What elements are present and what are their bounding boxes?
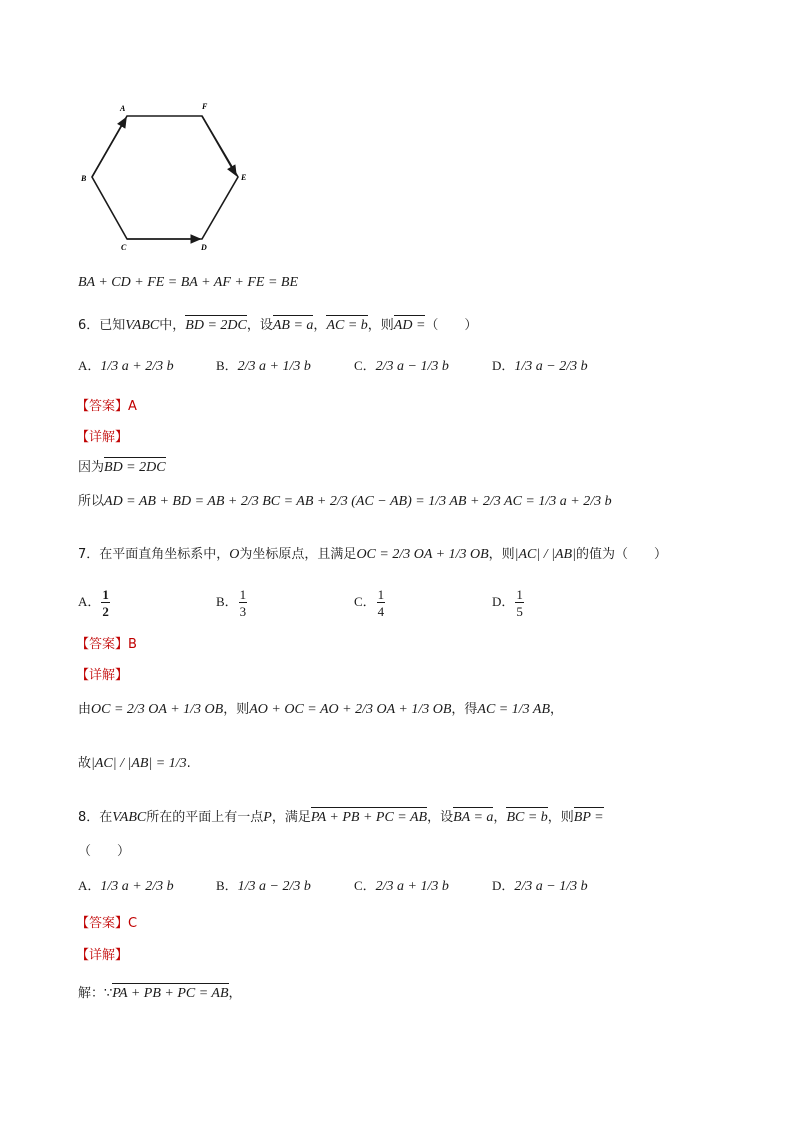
q7-option-d-den: 5 (516, 604, 523, 619)
q7-option-c-num: 1 (377, 587, 385, 602)
q8-target: BP = (573, 810, 604, 825)
q6-option-b[interactable] (216, 355, 311, 375)
q8-option-a[interactable] (78, 875, 174, 895)
q8-option-c[interactable] (354, 875, 449, 895)
q8-stem-mid1: 所在的平面上有一点 (146, 810, 264, 825)
q8-option-c-expr: 2/3 a + 1/3 b (375, 879, 449, 894)
q6-sep: ， (313, 318, 327, 333)
q6-option-a-label: A． (78, 358, 101, 373)
q7-cond: OC = 2/3 OA + 1/3 OB (356, 547, 489, 562)
q8-paren: （ ） (78, 844, 131, 859)
vertex-label-c: C (121, 243, 127, 252)
q8-stem-prefix: 在 (99, 810, 113, 825)
q7-option-b-den: 3 (239, 604, 247, 619)
q6-target: AD = (393, 318, 426, 333)
q7-sol1-mid2: ，得 (451, 702, 478, 717)
q8-number: 8． (78, 810, 100, 825)
q8-stem-mid4: ，则 (547, 810, 574, 825)
q8-detail-label: 【详解】 (76, 948, 129, 963)
q8-option-d[interactable] (492, 875, 588, 895)
q6-option-d-label: D． (492, 358, 515, 373)
q6-number: 6． (78, 318, 100, 333)
q8-sol1-expr: PA + PB + PC = AB (112, 986, 229, 1001)
q6-solution-line2 (78, 490, 612, 510)
q7-option-c-den: 4 (377, 604, 385, 619)
q6-stem-mid1: 中， (159, 318, 186, 333)
q8-stem-mid2: ，满足 (271, 810, 311, 825)
q6-sol1-prefix: 因为 (78, 460, 105, 475)
q8-option-b-expr: 1/3 a − 2/3 b (237, 879, 311, 894)
q7-sol2-end: . (186, 756, 191, 771)
q8-cond3: BC = b (506, 810, 548, 825)
vertex-label-d: D (201, 243, 207, 252)
q6-cond2: AB = a (272, 318, 314, 333)
q7-option-b[interactable] (216, 588, 248, 618)
q6-detail-label: 【详解】 (76, 430, 129, 445)
q8-option-a-expr: 1/3 a + 2/3 b (100, 879, 174, 894)
q7-solution-line1 (78, 698, 563, 718)
vertex-label-f: F (202, 102, 208, 111)
q8-sol1-end: ， (228, 986, 242, 1001)
q6-paren: （ ） (425, 318, 478, 333)
q7-sol1a-expr: OC = 2/3 OA + 1/3 OB (91, 702, 224, 717)
q8-stem (78, 806, 604, 826)
q6-solution-line1 (78, 456, 166, 476)
q7-option-d[interactable] (492, 588, 525, 618)
q8-sol1-prefix: 解：∵ (78, 986, 113, 1001)
q6-stem (78, 314, 477, 334)
q7-stem (78, 543, 667, 563)
q8-cond1: PA + PB + PC = AB (310, 810, 428, 825)
q8-answer (76, 912, 137, 931)
q7-option-c-label: C． (354, 593, 376, 609)
q7-option-a-den: 2 (102, 604, 109, 619)
q7-option-d-num: 1 (516, 587, 523, 602)
q7-sol1-prefix: 由 (78, 702, 92, 717)
q6-option-c-label: C． (354, 358, 376, 373)
hexagon-figure (78, 100, 258, 260)
q6-answer-label: 【答案】 (76, 399, 129, 414)
q7-option-c[interactable] (354, 588, 386, 618)
q7-number: 7． (78, 547, 100, 562)
q8-sep: ， (493, 810, 507, 825)
q8-stem-mid3: ，设 (427, 810, 454, 825)
q6-stem-mid3: ，则 (367, 318, 394, 333)
q6-answer (76, 395, 137, 414)
prev-solution-expr: BA + CD + FE = BA + AF + FE = BE (78, 275, 298, 290)
q6-sol2-prefix: 所以 (78, 494, 105, 509)
q8-option-b[interactable] (216, 875, 311, 895)
q6-triangle: VABC (125, 318, 160, 333)
q6-stem-prefix: 已知 (99, 318, 126, 333)
q6-option-d-expr: 1/3 a − 2/3 b (514, 359, 588, 374)
q8-triangle: VABC (112, 810, 147, 825)
q8-option-d-label: D． (492, 878, 515, 893)
q7-stem-mid: 为坐标原点，且满足 (239, 547, 357, 562)
q6-option-c[interactable] (354, 355, 449, 375)
q8-point: P (263, 810, 272, 825)
q8-cond2: BA = a (453, 810, 494, 825)
q6-option-a-expr: 1/3 a + 2/3 b (100, 359, 174, 374)
hexagon-shape (92, 116, 238, 239)
q7-origin: O (229, 547, 240, 562)
q7-sol1-mid: ，则 (223, 702, 250, 717)
q6-option-b-label: B． (216, 358, 238, 373)
q7-option-b-num: 1 (239, 587, 247, 602)
vertex-label-e: E (241, 173, 247, 182)
q7-stem-mid2: ，则 (488, 547, 515, 562)
q7-option-a-num: 1 (102, 587, 109, 602)
q7-detail-label: 【详解】 (76, 668, 129, 683)
q8-option-a-label: A． (78, 878, 101, 893)
q6-answer-value: A (128, 399, 137, 414)
q7-sol2-prefix: 故 (78, 756, 92, 771)
vertex-label-b: B (81, 174, 87, 183)
q7-sol1-end: ， (550, 702, 564, 717)
q7-option-b-label: B． (216, 593, 238, 609)
vector-arrow-fe (202, 116, 236, 175)
q7-sol1b-expr: AO + OC = AO + 2/3 OA + 1/3 OB (249, 702, 452, 717)
q6-option-b-expr: 2/3 a + 1/3 b (237, 359, 311, 374)
q6-sol1-expr: BD = 2DC (104, 460, 166, 475)
q7-option-a-label: A． (78, 593, 101, 609)
q7-stem-suffix: 的值为（ ） (575, 547, 667, 562)
q8-answer-label: 【答案】 (76, 916, 129, 931)
vector-arrow-ba (92, 118, 126, 177)
q6-option-d[interactable] (492, 355, 588, 375)
prev-solution-line (78, 275, 298, 291)
q7-option-a[interactable] (78, 588, 111, 618)
q8-solution-line1 (78, 982, 242, 1002)
q7-stem-prefix: 在平面直角坐标系中， (99, 547, 230, 562)
q6-option-c-expr: 2/3 a − 1/3 b (375, 359, 449, 374)
q6-sol2-expr: AD = AB + BD = AB + 2/3 BC = AB + 2/3 (AC − AB) = 1/3 AB + 2/3 AC = 1/3 a + 2/3 b (104, 494, 612, 509)
q7-sol1c-expr: AC = 1/3 AB (477, 702, 550, 717)
q6-option-a[interactable] (78, 355, 174, 375)
q6-cond1: BD = 2DC (185, 318, 247, 333)
q7-ratio: |AC| / |AB| (514, 547, 576, 562)
q6-cond3: AC = b (326, 318, 368, 333)
q7-option-d-label: D． (492, 593, 515, 609)
q8-answer-value: C (128, 916, 138, 931)
q6-stem-mid2: ，设 (246, 318, 273, 333)
q8-option-c-label: C． (354, 878, 376, 893)
q7-answer (76, 633, 137, 652)
q7-answer-label: 【答案】 (76, 637, 129, 652)
q8-option-b-label: B． (216, 878, 238, 893)
q7-sol2-expr: |AC| / |AB| = 1/3 (91, 756, 187, 771)
q7-answer-value: B (128, 637, 137, 652)
vertex-label-a: A (120, 104, 126, 113)
q7-solution-line2 (78, 752, 191, 772)
q8-option-d-expr: 2/3 a − 1/3 b (514, 879, 588, 894)
